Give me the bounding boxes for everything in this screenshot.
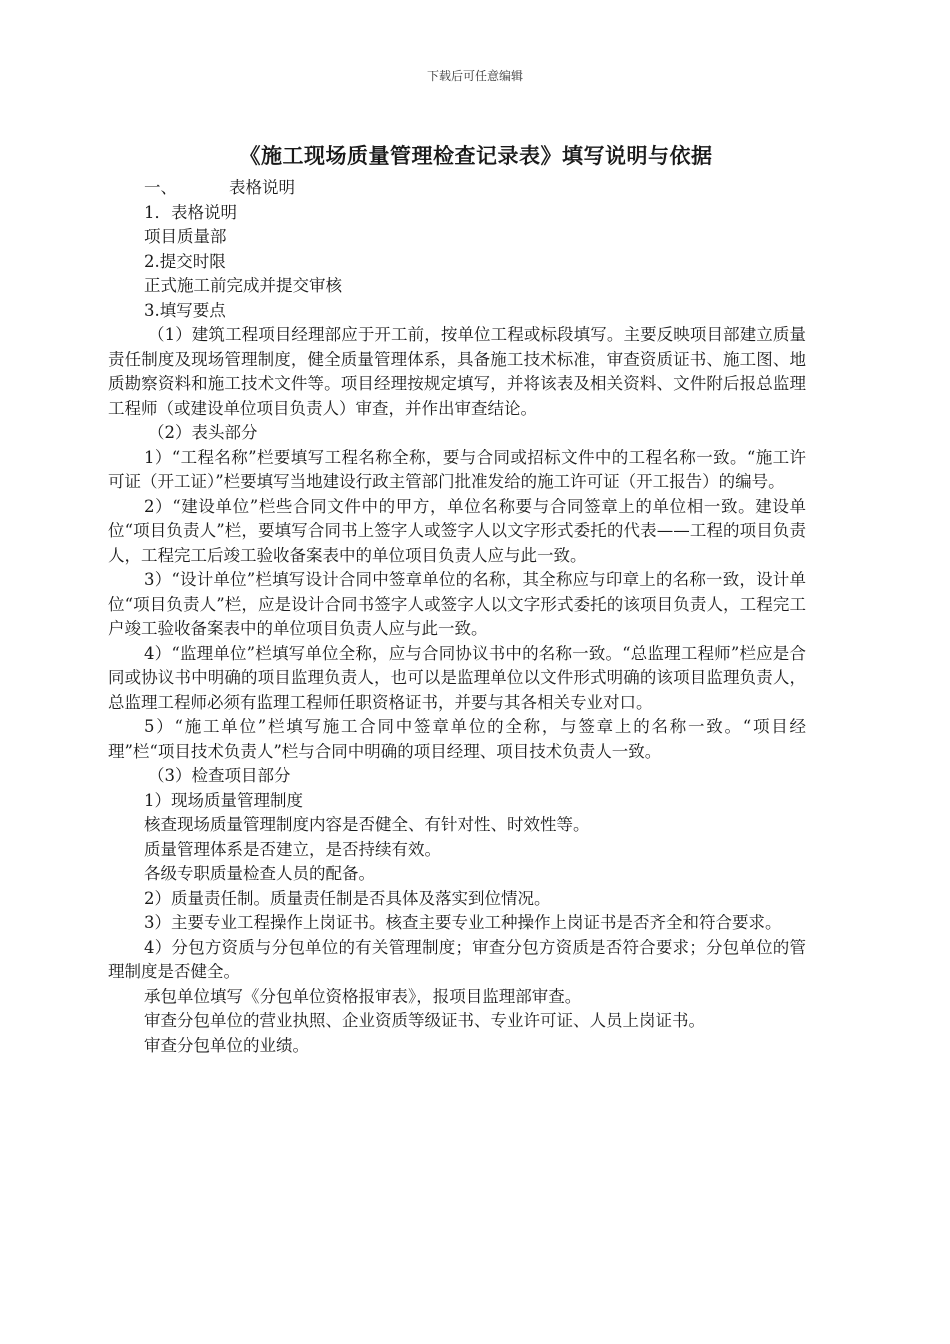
list-item: 质量管理体系是否建立，是否持续有效。 bbox=[144, 839, 441, 859]
paragraph: 3）主要专业工程操作上岗证书。核查主要专业工种操作上岗证书是否齐全和符合要求。 bbox=[144, 913, 782, 932]
paragraph: 1）“工程名称”栏要填写工程名称全称，要与合同或招标文件中的工程名称一致。“施工许可证（开工证）”栏要填写当地建设行政主管部门批准发给的施工许可证（开工报告）的编号。 bbox=[108, 447, 806, 491]
paragraph: （1）建筑工程项目经理部应于开工前，按单位工程或标段填写。主要反映项目部建立质量责任制度及现场管理制度，健全质量管理体系，具备施工技术标准，审查资质证书、施工图、地质勘察资料和施工技术文件等。项目经理按规定填写，并将该表及相关资料、文件附后报总监理工程师（或建设单位项目负责人）审查，并作出审查结论。 bbox=[108, 325, 806, 418]
list-item: 承包单位填写《分包单位资格报审表》，报项目监理部审查。 bbox=[144, 986, 582, 1006]
item-value: 正式施工前完成并提交审核 bbox=[144, 276, 342, 295]
item-heading: 1．表格说明 bbox=[144, 202, 237, 222]
list-item: 2）质量责任制。质量责任制是否具体及落实到位情况。 bbox=[144, 888, 551, 908]
item-heading: 3.填写要点 bbox=[144, 300, 226, 320]
document-title: 《施工现场质量管理检查记录表》填写说明与依据 bbox=[239, 143, 713, 168]
paragraph: 4）分包方资质与分包单位的有关管理制度；审查分包方资质是否符合要求；分包单位的管理制度是否健全。 bbox=[108, 937, 806, 981]
section-heading bbox=[108, 176, 806, 201]
list-item: 审查分包单位的营业执照、企业资质等级证书、专业许可证、人员上岗证书。 bbox=[144, 1011, 705, 1030]
subsection-heading: （2）表头部分 bbox=[148, 423, 258, 442]
section-title: 表格说明 bbox=[229, 178, 295, 197]
paragraph: 5）“施工单位”栏填写施工合同中签章单位的全称，与签章上的名称一致。“项目经理”栏“项目技术负责人”栏与合同中明确的项目经理、项目技术负责人一致。 bbox=[108, 717, 806, 761]
list-item: 审查分包单位的业绩。 bbox=[144, 1035, 309, 1055]
item-value: 项目质量部 bbox=[144, 227, 227, 246]
paragraph: 2）“建设单位”栏些合同文件中的甲方，单位名称要与合同签章上的单位相一致。建设单位“项目负责人”栏，要填写合同书上签字人或签字人以文字形式委托的代表——工程的项目负责人，工程完工后竣工验收备案表中的单位项目负责人应与此一致。 bbox=[108, 496, 806, 565]
subsection-heading: （3）检查项目部分 bbox=[148, 766, 291, 785]
list-item: 1）现场质量管理制度 bbox=[144, 790, 303, 810]
list-item: 各级专职质量检查人员的配备。 bbox=[144, 864, 375, 883]
paragraph: 3）“设计单位”栏填写设计合同中签章单位的名称，其全称应与印章上的名称一致，设计单位“项目负责人”栏，应是设计合同书签字人或签字人以文字形式委托的该项目负责人，工程完工户竣工验收备案表中的单位项目负责人应与此一致。 bbox=[108, 570, 806, 638]
list-item: 核查现场质量管理制度内容是否健全、有针对性、时效性等。 bbox=[144, 815, 590, 834]
document-body bbox=[108, 176, 806, 1058]
paragraph: 4）“监理单位”栏填写单位全称，应与合同协议书中的名称一致。“总监理工程师”栏应是合同或协议书中明确的项目监理负责人，也可以是监理单位以文件形式明确的该项目监理负责人，总监理工程师必须有监理工程师任职资格证书，并要与其各相关专业对口。 bbox=[108, 643, 806, 712]
item-heading: 2.提交时限 bbox=[144, 251, 226, 271]
section-number: 一、 bbox=[144, 178, 177, 197]
header-note: 下载后可任意编辑 bbox=[426, 69, 523, 83]
